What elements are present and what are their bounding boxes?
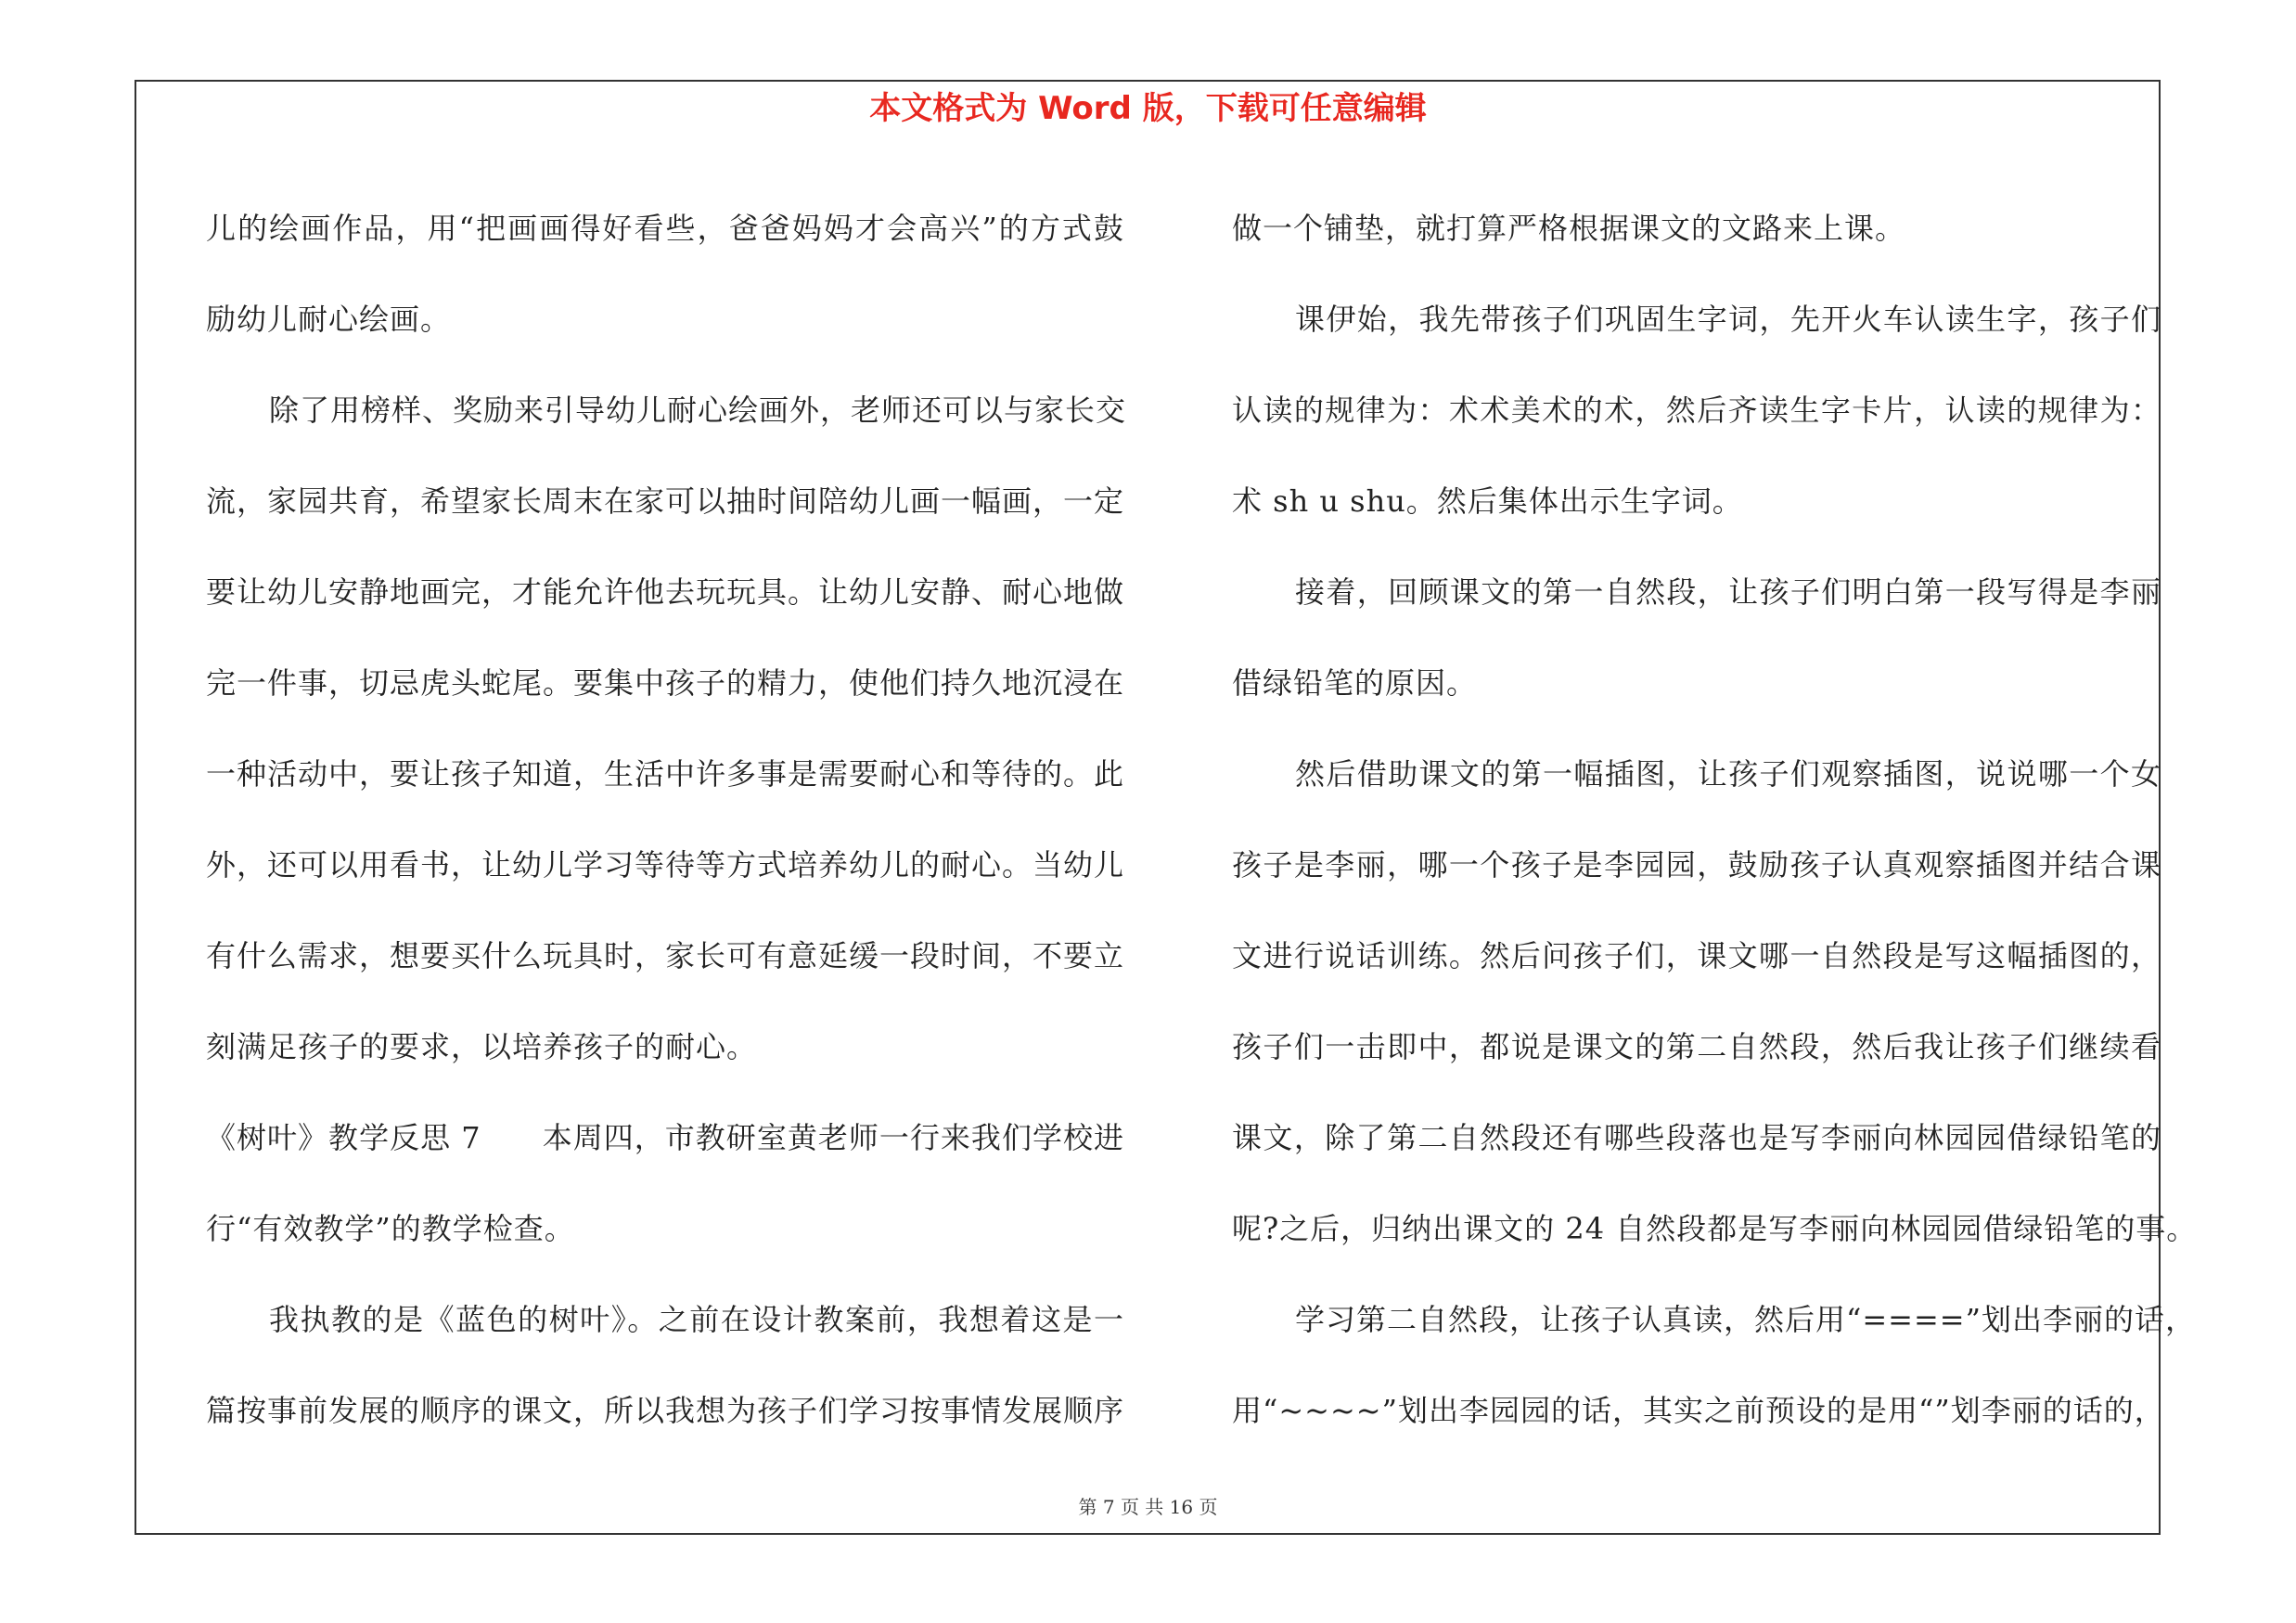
text-line: 刻满足孩子的要求，以培养孩子的耐心。 [206, 1029, 758, 1064]
text-line: 完一件事，切忌虎头蛇尾。要集中孩子的精力，使他们持久地沉浸在 [206, 665, 1125, 701]
text-line: 儿的绘画作品，用“把画画得好看些，爸爸妈妈才会高兴”的方式鼓 [206, 211, 1124, 246]
text-line: 文进行说话训练。然后问孩子们，课文哪一自然段是写这幅插图的， [1232, 938, 2161, 973]
text-line: 课伊始，我先带孩子们巩固生字词，先开火车认读生字，孩子们 [1295, 302, 2161, 337]
text-line: 用“~~~~”划出李园园的话，其实之前预设的是用“”划李丽的话的， [1232, 1393, 2165, 1428]
text-line: 接着，回顾课文的第一自然段，让孩子们明白第一段写得是李丽 [1295, 574, 2161, 610]
page-number: 第 7 页 共 16 页 [1078, 1496, 1218, 1518]
left-column [206, 183, 1127, 1456]
text-line: 一种活动中，要让孩子知道，生活中许多事是需要耐心和等待的。此 [206, 756, 1125, 792]
section-heading-line: 《树叶》教学反思 7 本周四，市教研室黄老师一行来我们学校进 [206, 1120, 1124, 1155]
text-line: 篇按事前发展的顺序的课文，所以我想为孩子们学习按事情发展顺序 [206, 1393, 1125, 1428]
text-line: 流，家园共育，希望家长周末在家可以抽时间陪幼儿画一幅画，一定 [206, 483, 1125, 519]
text-line: 做一个铺垫，就打算严格根据课文的文路来上课。 [1232, 211, 1906, 246]
format-notice: 本文格式为 Word 版，下载可任意编辑 [869, 90, 1427, 127]
text-line: 术 sh u shu。然后集体出示生字词。 [1232, 483, 1743, 519]
text-line: 外，还可以用看书，让幼儿学习等待等方式培养幼儿的耐心。当幼儿 [206, 847, 1125, 882]
text-line: 孩子是李丽，哪一个孩子是李园园，鼓励孩子认真观察插图并结合课 [1232, 847, 2161, 882]
text-line: 学习第二自然段，让孩子认真读，然后用“====”划出李丽的话， [1295, 1302, 2196, 1337]
text-line: 要让幼儿安静地画完，才能允许他去玩玩具。让幼儿安静、耐心地做 [206, 574, 1125, 610]
text-line: 除了用榜样、奖励来引导幼儿耐心绘画外，老师还可以与家长交 [269, 393, 1127, 428]
text-line: 孩子们一击即中，都说是课文的第二自然段，然后我让孩子们继续看 [1232, 1029, 2161, 1064]
text-line: 我执教的是《蓝色的树叶》。之前在设计教案前，我想着这是一 [269, 1302, 1124, 1337]
text-line: 行“有效教学”的教学检查。 [206, 1211, 575, 1246]
text-line: 借绿铅笔的原因。 [1232, 665, 1478, 701]
text-line: 有什么需求，想要买什么玩具时，家长可有意延缓一段时间，不要立 [206, 938, 1125, 973]
text-line: 认读的规律为：术术美术的术，然后齐读生字卡片，认读的规律为： [1232, 393, 2161, 428]
text-line: 励幼儿耐心绘画。 [206, 302, 452, 337]
right-column [1232, 183, 2198, 1456]
text-line: 呢?之后，归纳出课文的 24 自然段都是写李丽向林园园借绿铅笔的事。 [1232, 1211, 2198, 1246]
text-line: 然后借助课文的第一幅插图，让孩子们观察插图，说说哪一个女 [1295, 756, 2161, 792]
text-line: 课文，除了第二自然段还有哪些段落也是写李丽向林园园借绿铅笔的 [1232, 1120, 2161, 1155]
